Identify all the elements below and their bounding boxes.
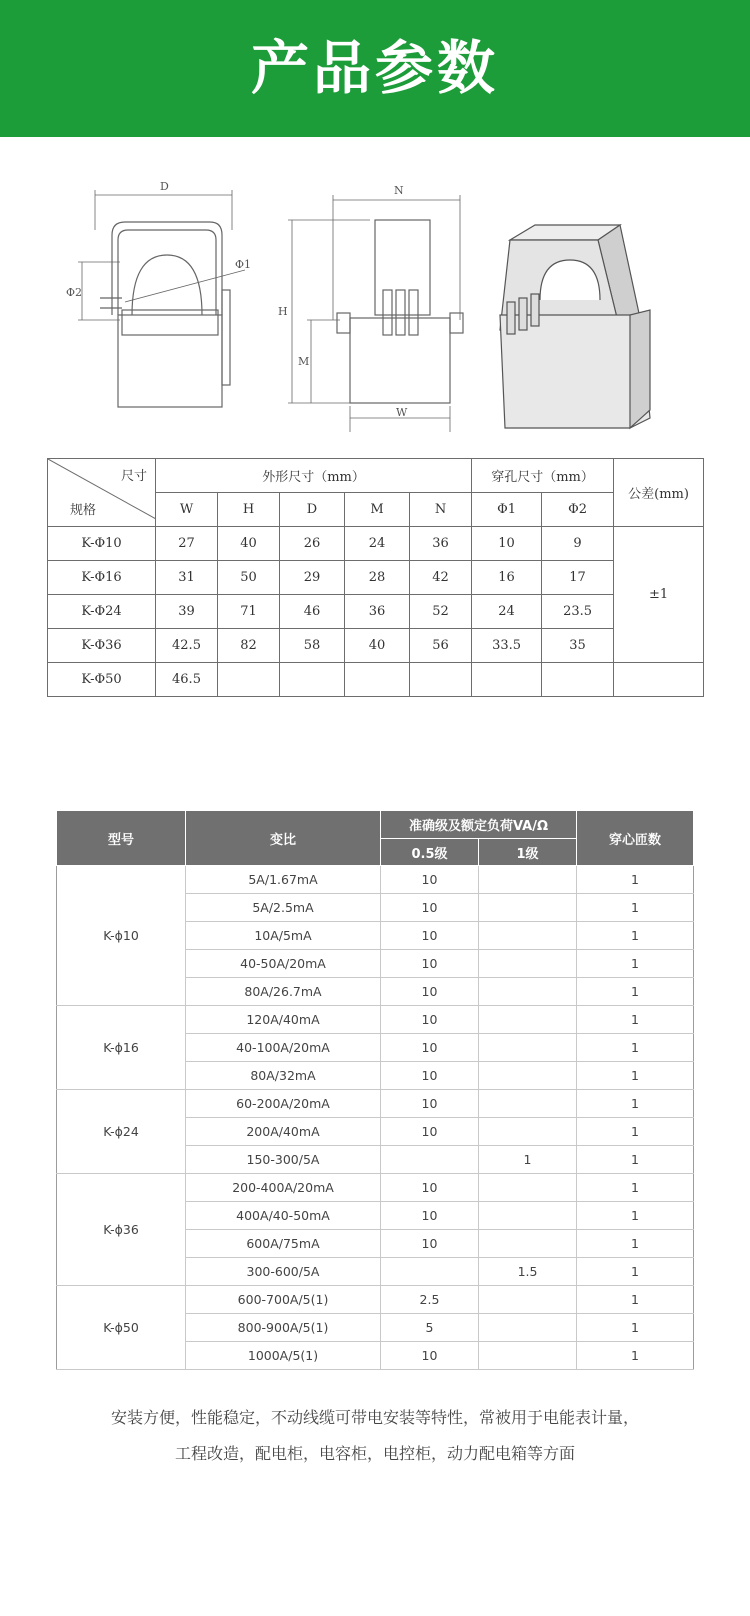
- table-row: [57, 1174, 694, 1202]
- value-cell: 40: [218, 527, 280, 561]
- class1-cell: [479, 950, 577, 978]
- value-cell: 10: [472, 527, 542, 561]
- spec-corner-cell: [48, 459, 156, 527]
- value-cell: 42: [410, 561, 472, 595]
- value-cell: 82: [218, 629, 280, 663]
- class05-cell: 10: [381, 866, 479, 894]
- class05-cell: 10: [381, 922, 479, 950]
- class05-cell: 10: [381, 978, 479, 1006]
- turns-cell: 1: [577, 866, 694, 894]
- value-cell: [280, 663, 345, 697]
- table-row: [48, 595, 704, 629]
- class1-cell: [479, 1118, 577, 1146]
- dim-h-label: H: [278, 305, 288, 318]
- class1-cell: [479, 1174, 577, 1202]
- turns-cell: 1: [577, 1034, 694, 1062]
- class05-cell: 10: [381, 1034, 479, 1062]
- value-cell: 9: [542, 527, 614, 561]
- class1-cell: [479, 1062, 577, 1090]
- value-cell: 33.5: [472, 629, 542, 663]
- class05-cell: 10: [381, 1174, 479, 1202]
- class05-cell: 5: [381, 1314, 479, 1342]
- model-cell: K-ϕ16: [57, 1006, 186, 1090]
- class05-cell: 10: [381, 950, 479, 978]
- table-row: [57, 1006, 694, 1034]
- header-ratio: 变比: [186, 811, 381, 866]
- model-cell: K-Φ36: [48, 629, 156, 663]
- header-class-1: 1级: [479, 839, 577, 866]
- class05-cell: [381, 1146, 479, 1174]
- value-cell: 31: [156, 561, 218, 595]
- value-cell: [542, 663, 614, 697]
- class1-cell: [479, 1202, 577, 1230]
- ratio-cell: 800-900A/5(1): [186, 1314, 381, 1342]
- value-cell: 46: [280, 595, 345, 629]
- value-cell: 71: [218, 595, 280, 629]
- table-row: [48, 527, 704, 561]
- class1-cell: [479, 1230, 577, 1258]
- class1-cell: [479, 978, 577, 1006]
- class05-cell: 10: [381, 1230, 479, 1258]
- ratio-cell: 5A/2.5mA: [186, 894, 381, 922]
- value-cell: 17: [542, 561, 614, 595]
- class05-cell: 10: [381, 1118, 479, 1146]
- ratio-cell: 40-100A/20mA: [186, 1034, 381, 1062]
- value-cell: [472, 663, 542, 697]
- header-class-05: 0.5级: [381, 839, 479, 866]
- value-cell: 36: [410, 527, 472, 561]
- class05-cell: 10: [381, 1090, 479, 1118]
- corner-size-label: 尺寸: [120, 469, 147, 484]
- ratio-cell: 600-700A/5(1): [186, 1286, 381, 1314]
- value-cell: 36: [345, 595, 410, 629]
- value-cell: 26: [280, 527, 345, 561]
- turns-cell: 1: [577, 1286, 694, 1314]
- ratio-spec-table: [56, 810, 694, 1370]
- tolerance-header: 公差(mm): [614, 459, 704, 527]
- turns-cell: 1: [577, 1062, 694, 1090]
- ratio-cell: 120A/40mA: [186, 1006, 381, 1034]
- ratio-cell: 60-200A/20mA: [186, 1090, 381, 1118]
- turns-cell: 1: [577, 894, 694, 922]
- ratio-cell: 80A/32mA: [186, 1062, 381, 1090]
- class05-cell: 10: [381, 894, 479, 922]
- class1-cell: [479, 922, 577, 950]
- hole-dimension-header: 穿孔尺寸（mm）: [472, 459, 614, 493]
- turns-cell: 1: [577, 1258, 694, 1286]
- class05-cell: 10: [381, 1342, 479, 1370]
- value-cell: 27: [156, 527, 218, 561]
- ratio-cell: 40-50A/20mA: [186, 950, 381, 978]
- turns-cell: 1: [577, 978, 694, 1006]
- ratio-cell: 400A/40-50mA: [186, 1202, 381, 1230]
- ratio-cell: 300-600/5A: [186, 1258, 381, 1286]
- class1-cell: [479, 1006, 577, 1034]
- ratio-cell: 5A/1.67mA: [186, 866, 381, 894]
- column-header: D: [280, 493, 345, 527]
- model-cell: K-Φ50: [48, 663, 156, 697]
- corner-spec-label: 规格: [70, 503, 97, 518]
- ratio-cell: 1000A/5(1): [186, 1342, 381, 1370]
- turns-cell: 1: [577, 1118, 694, 1146]
- value-cell: [345, 663, 410, 697]
- column-header: Φ2: [542, 493, 614, 527]
- value-cell: 35: [542, 629, 614, 663]
- description-line-2: 工程改造，配电柜，电容柜，电控柜，动力配电箱等方面: [174, 1444, 575, 1463]
- turns-cell: 1: [577, 1314, 694, 1342]
- model-cell: K-Φ24: [48, 595, 156, 629]
- value-cell: 24: [472, 595, 542, 629]
- header-turns: 穿心匝数: [577, 811, 694, 866]
- turns-cell: 1: [577, 1090, 694, 1118]
- ratio-cell: 200-400A/20mA: [186, 1174, 381, 1202]
- class1-cell: 1.5: [479, 1258, 577, 1286]
- turns-cell: 1: [577, 950, 694, 978]
- class1-cell: [479, 1286, 577, 1314]
- class05-cell: 2.5: [381, 1286, 479, 1314]
- model-cell: K-ϕ36: [57, 1174, 186, 1286]
- column-header: Φ1: [472, 493, 542, 527]
- column-header: M: [345, 493, 410, 527]
- table-row: [48, 629, 704, 663]
- header-accuracy: 准确级及额定负荷VA/Ω: [381, 811, 577, 839]
- class05-cell: [381, 1258, 479, 1286]
- table-row: [57, 1090, 694, 1118]
- ratio-cell: 200A/40mA: [186, 1118, 381, 1146]
- model-cell: K-Φ16: [48, 561, 156, 595]
- class1-cell: [479, 1314, 577, 1342]
- value-cell: 16: [472, 561, 542, 595]
- tolerance-value: ±1: [614, 527, 704, 663]
- turns-cell: 1: [577, 1146, 694, 1174]
- product-drawings: [0, 170, 750, 450]
- class1-cell: [479, 866, 577, 894]
- value-cell: 56: [410, 629, 472, 663]
- ratio-cell: 150-300/5A: [186, 1146, 381, 1174]
- class1-cell: [479, 1342, 577, 1370]
- dim-w-label: W: [396, 406, 408, 419]
- dim-phi1-label: Φ1: [235, 258, 252, 271]
- table-row: [57, 1286, 694, 1314]
- value-cell: 40: [345, 629, 410, 663]
- side-view-drawing: [288, 195, 463, 432]
- model-cell: K-ϕ50: [57, 1286, 186, 1370]
- value-cell: 23.5: [542, 595, 614, 629]
- value-cell: 50: [218, 561, 280, 595]
- turns-cell: 1: [577, 1174, 694, 1202]
- header-banner: [0, 0, 750, 137]
- column-header: H: [218, 493, 280, 527]
- header-model: 型号: [57, 811, 186, 866]
- ratio-cell: 10A/5mA: [186, 922, 381, 950]
- description-line-1: 安装方便，性能稳定，不动线缆可带电安装等特性，常被用于电能表计量，: [110, 1408, 639, 1427]
- turns-cell: 1: [577, 1202, 694, 1230]
- value-cell: [614, 663, 704, 697]
- dim-n-label: N: [394, 184, 404, 197]
- class05-cell: 10: [381, 1006, 479, 1034]
- ratio-cell: 600A/75mA: [186, 1230, 381, 1258]
- dim-d-label: D: [160, 180, 169, 193]
- class1-cell: [479, 1090, 577, 1118]
- turns-cell: 1: [577, 922, 694, 950]
- value-cell: 52: [410, 595, 472, 629]
- ratio-cell: 80A/26.7mA: [186, 978, 381, 1006]
- value-cell: 39: [156, 595, 218, 629]
- value-cell: [410, 663, 472, 697]
- column-header: N: [410, 493, 472, 527]
- outer-dimension-header: 外形尺寸（mm）: [156, 459, 472, 493]
- turns-cell: 1: [577, 1342, 694, 1370]
- turns-cell: 1: [577, 1230, 694, 1258]
- dimension-spec-table: [47, 458, 704, 697]
- table-row: [48, 663, 704, 697]
- class05-cell: 10: [381, 1202, 479, 1230]
- class1-cell: [479, 1034, 577, 1062]
- dim-phi2-label: Φ2: [66, 286, 83, 299]
- class1-cell: 1: [479, 1146, 577, 1174]
- value-cell: 42.5: [156, 629, 218, 663]
- front-view-drawing: [78, 190, 245, 407]
- class1-cell: [479, 894, 577, 922]
- perspective-view-drawing: [500, 225, 650, 428]
- model-cell: K-ϕ10: [57, 866, 186, 1006]
- turns-cell: 1: [577, 1006, 694, 1034]
- value-cell: [218, 663, 280, 697]
- value-cell: 29: [280, 561, 345, 595]
- model-cell: K-ϕ24: [57, 1090, 186, 1174]
- value-cell: 28: [345, 561, 410, 595]
- dim-m-label: M: [298, 355, 310, 368]
- value-cell: 46.5: [156, 663, 218, 697]
- value-cell: 24: [345, 527, 410, 561]
- table-row: [48, 561, 704, 595]
- model-cell: K-Φ10: [48, 527, 156, 561]
- page-title: 产品参数: [250, 34, 499, 102]
- class05-cell: 10: [381, 1062, 479, 1090]
- column-header: W: [156, 493, 218, 527]
- table-row: [57, 866, 694, 894]
- value-cell: 58: [280, 629, 345, 663]
